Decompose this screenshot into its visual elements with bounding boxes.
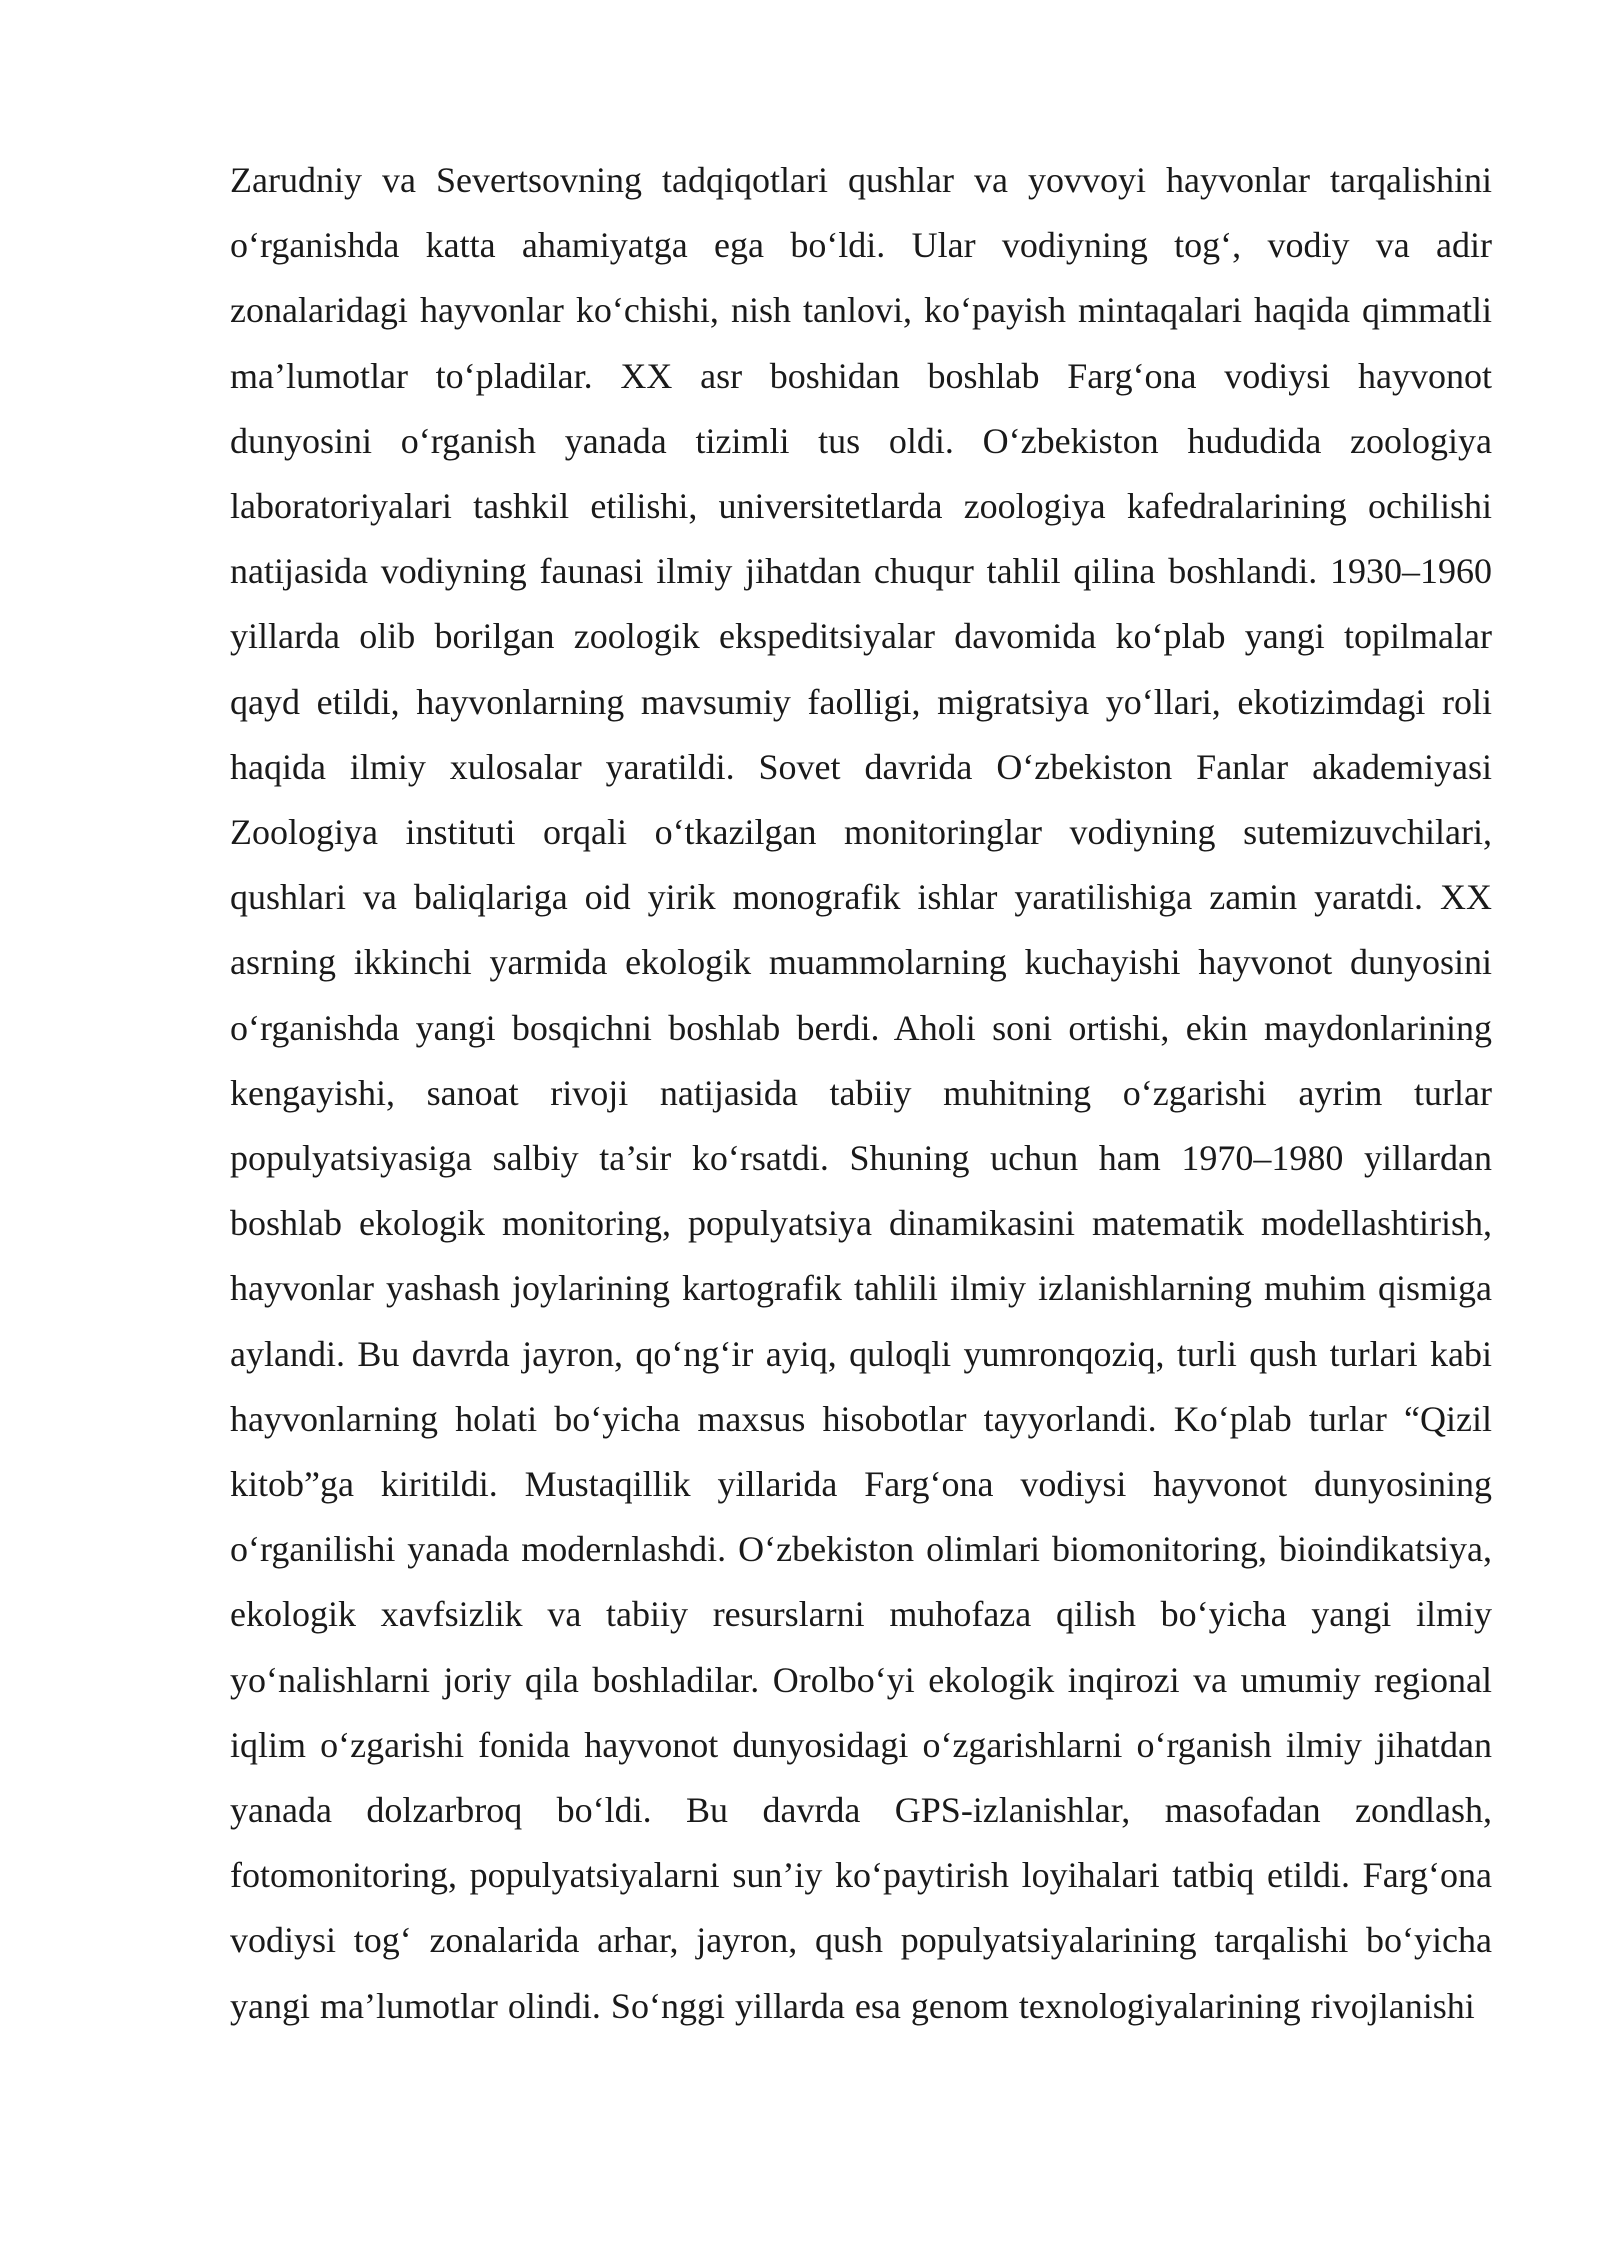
body-paragraph: Zarudniy va Severtsovning tadqiqotlari qushlar va yovvoyi hayvonlar tarqalishini o‘rganishda katta ahamiyatga ega bo‘ldi. Ular vodiyning tog‘, vodiy va adir zonalaridagi hayvonlar ko‘chishi, nish tanlovi, ko‘payish mintaqalari haqida qimmatli ma’lumotlar to‘pladilar. XX asr boshidan boshlab Farg‘ona vodiysi hayvonot dunyosini o‘rganish yanada tizimli tus oldi. O‘zbekiston hududida zoologiya laboratoriyalari tashkil etilishi, universitetlarda zoologiya kafedralarining ochilishi natijasida vodiyning faunasi ilmiy jihatdan chuqur tahlil qilina boshlandi. 1930–1960 yillarda olib borilgan zoologik ekspeditsiyalar davomida ko‘plab yangi topilmalar qayd etildi, hayvonlarning mavsumiy faolligi, migratsiya yo‘llari, ekotizimdagi roli haqida ilmiy xulosalar yaratildi. Sovet davrida O‘zbekiston Fanlar akademiyasi Zoologiya instituti orqali o‘tkazilgan monitoringlar vodiyning sutemizuvchilari, qushlari va baliqlariga oid yirik monografik ishlar yaratilishiga zamin yaratdi. XX asrning ikkinchi yarmida ekologik muammolarning kuchayishi hayvonot dunyosini o‘rganishda yangi bosqichni boshlab berdi. Aholi soni ortishi, ekin maydonlarining kengayishi, sanoat rivoji natijasida tabiiy muhitning o‘zgarishi ayrim turlar populyatsiyasiga salbiy ta’sir ko‘rsatdi. Shuning uchun ham 1970–1980 yillardan boshlab ekologik monitoring, populyatsiya dinamikasini matematik modellashtirish, hayvonlar yashash joylarining kartografik tahlili ilmiy izlanishlarning muhim qismiga aylandi. Bu davrda jayron, qo‘ng‘ir ayiq, quloqli yumronqoziq, turli qush turlari kabi hayvonlarning holati bo‘yicha maxsus hisobotlar tayyorlandi. Ko‘plab turlar “Qizil kitob”ga kiritildi. Mustaqillik yillarida Farg‘ona vodiysi hayvonot dunyosining o‘rganilishi yanada modernlashdi. O‘zbekiston olimlari biomonitoring, bioindikatsiya, ekologik xavfsizlik va tabiiy resurslarni muhofaza qilish bo‘yicha yangi ilmiy yo‘nalishlarni joriy qila boshladilar. Orolbo‘yi ekologik inqirozi va umumiy regional iqlim o‘zgarishi fonida hayvonot dunyosidagi o‘zgarishlarni o‘rganish ilmiy jihatdan yanada dolzarbroq bo‘ldi. Bu davrda GPS-izlanishlar, masofadan zondlash, fotomonitoring, populyatsiyalarni sun’iy ko‘paytirish loyihalari tatbiq etildi. Farg‘ona vodiysi tog‘ zonalarida arhar, jayron, qush populyatsiyalarining tarqalishi bo‘yicha yangi ma’lumotlar olindi. So‘nggi yillarda esa genom texnologiyalarining rivojlanishi bbox=[230, 160, 1492, 2026]
